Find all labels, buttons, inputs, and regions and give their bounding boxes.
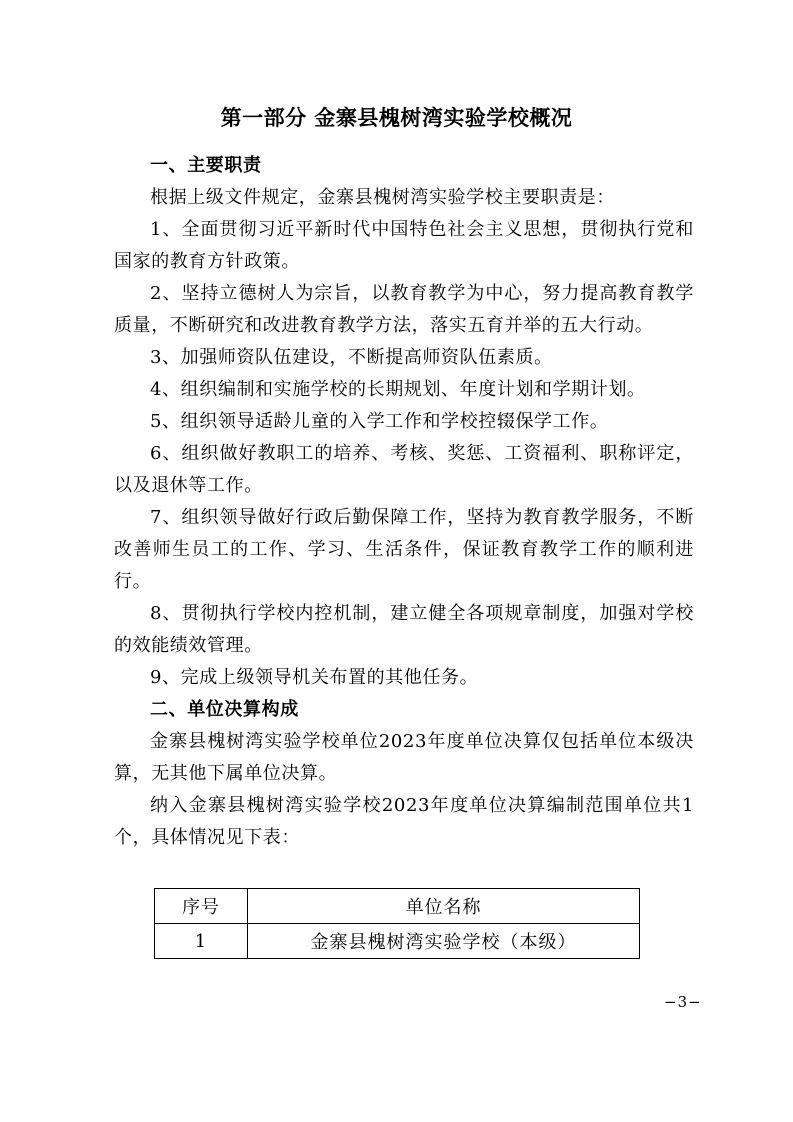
- table-cell-index: 1: [155, 924, 248, 959]
- paragraph: 8、贯彻执行学校内控机制，建立健全各项规章制度，加强对学校的效能绩效管理。: [114, 603, 694, 656]
- paragraph: 纳入金寨县槐树湾实验学校2023年度单位决算编制范围单位共1个，具体情况见下表：: [114, 795, 694, 848]
- paragraph: 根据上级文件规定，金寨县槐树湾实验学校主要职责是：: [150, 187, 615, 208]
- page-number: −3−: [664, 993, 702, 1011]
- paragraph: 2、坚持立德树人为宗旨，以教育教学为中心，努力提高教育教学质量，不断研究和改进教育教学方法，落实五育并举的五大行动。: [114, 283, 694, 336]
- section-heading: 一、主要职责: [150, 155, 262, 176]
- paragraph: 金寨县槐树湾实验学校单位2023年度单位决算仅包括单位本级决算，无其他下属单位决算。: [114, 731, 694, 784]
- document-body: [114, 150, 694, 854]
- section-heading: 二、单位决算构成: [150, 699, 299, 720]
- table-row: [155, 924, 640, 959]
- paragraph: 5、组织领导适龄儿童的入学工作和学校控辍保学工作。: [150, 411, 609, 432]
- table-cell-unit-name: 金寨县槐树湾实验学校（本级）: [248, 924, 640, 959]
- table-header-row: [155, 889, 640, 924]
- column-header-index: 序号: [155, 889, 248, 924]
- paragraph: 3、加强师资队伍建设，不断提高师资队伍素质。: [150, 347, 553, 368]
- unit-table: [154, 888, 640, 959]
- paragraph: 7、组织领导做好行政后勤保障工作，坚持为教育教学服务，不断改善师生员工的工作、学习、生活条件，保证教育教学工作的顺利进行。: [114, 507, 694, 592]
- paragraph: 4、组织编制和实施学校的长期规划、年度计划和学期计划。: [150, 379, 646, 400]
- paragraph: 9、完成上级领导机关布置的其他任务。: [150, 667, 479, 688]
- column-header-unit-name: 单位名称: [248, 889, 640, 924]
- paragraph: 1、全面贯彻习近平新时代中国特色社会主义思想，贯彻执行党和国家的教育方针政策。: [114, 219, 694, 272]
- paragraph: 6、组织做好教职工的培养、考核、奖惩、工资福利、职称评定，以及退休等工作。: [114, 443, 694, 496]
- document-title: 第一部分 金寨县槐树湾实验学校概况: [220, 105, 573, 130]
